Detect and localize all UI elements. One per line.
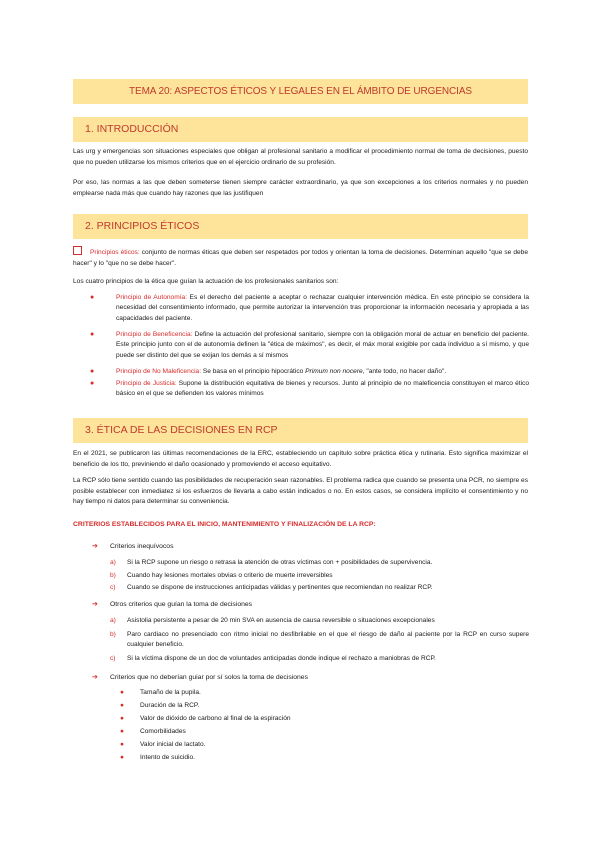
item-letter: c) <box>110 655 116 662</box>
bullet-icon: ● <box>120 728 124 735</box>
item-text: Asistolia persistente a pesar de 20 min SVA en ausencia de causa reversible o situaciones excepcionales <box>127 617 435 624</box>
principio-item <box>92 293 529 324</box>
criterio-item <box>110 571 529 581</box>
list-item-text: Valor inicial de lactato. <box>140 741 206 748</box>
criterios-group-title <box>92 600 252 610</box>
principios-intro-line: Los cuatro principios de la ética que guían la actuación de los profesionales sanitarios son: <box>73 278 339 285</box>
criterio-item <box>110 583 529 593</box>
list-item-text: Intento de suicidio. <box>140 754 195 761</box>
criterio-item <box>110 630 529 651</box>
item-text: Cuando se dispone de instrucciones anticipadas válidas y pertinentes que recomiendan no realizar RCP. <box>127 584 433 591</box>
item-letter: c) <box>110 584 116 591</box>
principio-label: Principio de No Maleficencia: <box>116 368 202 375</box>
list-item-text: Comorbilidades <box>140 728 186 735</box>
checkbox-icon <box>73 246 82 255</box>
item-letter: a) <box>110 617 116 624</box>
list-item <box>120 753 195 763</box>
item-text: Si la víctima dispone de un doc de voluntades anticipadas donde indique el rechazo a maniobras de RCP. <box>127 655 436 662</box>
arrow-right-icon: ➔ <box>92 601 98 608</box>
criterios-heading: CRITERIOS ESTABLECIDOS PARA EL INICIO, MANTENIMIENTO Y FINALIZACIÓN DE LA RCP: <box>73 521 376 528</box>
principio-italic: Primum non nocere <box>305 368 363 375</box>
list-item <box>120 740 205 750</box>
principio-item <box>92 367 529 377</box>
group-title-text: Criterios inequívocos <box>110 543 174 550</box>
bullet-icon: ● <box>120 754 124 761</box>
list-item-text: Valor de dióxido de carbono al final de la espiración <box>140 715 291 722</box>
rcp-paragraph-2: La RCP sólo tiene sentido cuando las posibilidades de recuperación sean razonables. El problema radica que cuando se presenta una PCR, no siempre es posible establecer con inmediatez si los esfuerzos de llevarla a cabo están indicados o no. En estos casos, se considera implícito el consentimiento y no hay tiempo ni datos para determinar su conveniencia. <box>73 477 528 506</box>
group-title-text: Otros criterios que guían la toma de decisiones <box>110 601 253 608</box>
criterios-group-title <box>92 673 308 683</box>
item-letter: a) <box>110 559 116 566</box>
group-title-text: Criterios que no deberían guiar por sí solos la toma de decisiones <box>110 674 308 681</box>
principio-label: Principio de Beneficencia: <box>116 331 193 338</box>
list-item <box>120 701 199 711</box>
arrow-right-icon: ➔ <box>92 543 98 550</box>
criterio-item <box>110 558 529 568</box>
principios-lead-text: conjunto de normas éticas que deben ser respetados por todos y orientan la toma de decisiones. Determinan aquello "que se debe hacer" y lo "que no se debe hacer". <box>73 249 528 267</box>
section-heading-rcp: 3. ÉTICA DE LAS DECISIONES EN RCP <box>73 418 528 443</box>
arrow-right-icon: ➔ <box>92 674 98 681</box>
bullet-icon: ● <box>120 702 124 709</box>
bullet-icon: ● <box>120 689 124 696</box>
bullet-icon: ● <box>90 331 95 338</box>
list-item <box>120 714 291 724</box>
list-item-text: Duración de la RCP. <box>140 702 200 709</box>
bullet-icon: ● <box>120 741 124 748</box>
item-text: Cuando hay lesiones mortales obvias o criterio de muerte irreversibles <box>127 572 333 579</box>
principios-lead-label: Principios éticos: <box>90 249 140 256</box>
principio-item <box>92 379 529 400</box>
list-item <box>120 688 201 698</box>
principio-text-2: , "ante todo, no hacer daño". <box>362 368 447 375</box>
principio-text: Es el derecho del paciente a aceptar o rechazar cualquier intervención médica. En este principio se considera la necesidad del consentimiento informado, que permite autorizar la intervención tras proporcionar la información necesaria y apropiada a las capacidades del paciente. <box>116 294 529 322</box>
intro-paragraph-1: Las urg y emergencias son situaciones especiales que obligan al profesional sanitario a modificar el procedimiento normal de toma de decisiones, puesto que no pueden utilizarse los mismos criterios que en el ejercicio ordinario de su profesión. <box>73 148 528 166</box>
bullet-icon: ● <box>90 294 95 301</box>
section-heading-introduccion: 1. INTRODUCCIÓN <box>73 117 528 142</box>
item-text: Paro cardiaco no presenciado con ritmo inicial no desfibrilable en el que el riesgo de daño al paciente por la RCP en curso supere cualquier beneficio. <box>127 631 529 649</box>
criterio-item <box>110 616 529 626</box>
list-item <box>120 727 186 737</box>
item-letter: b) <box>110 572 116 579</box>
bullet-icon: ● <box>90 380 95 387</box>
bullet-icon: ● <box>120 715 124 722</box>
principio-label: Principio de Autonomía: <box>116 294 188 301</box>
principios-lead <box>73 246 528 269</box>
list-item-text: Tamaño de la pupila. <box>140 689 201 696</box>
principio-text: Se basa en el principio hipocrático <box>201 368 306 375</box>
principio-text: Define la actuación del profesional sanitario, siempre con la obligación moral de actuar en beneficio del paciente. Este principio junto con el de autonomía definen la "ética de máximos", es decir, el máx moral exigible por cada individuo a sí mismo, y que puede ser distinto del que se exijan los demás a sí mismos <box>116 331 529 359</box>
document-title: TEMA 20: ASPECTOS ÉTICOS Y LEGALES EN EL ÁMBITO DE URGENCIAS <box>73 79 528 104</box>
rcp-paragraph-1: En el 2021, se publicaron las últimas recomendaciones de la ERC, estableciendo un capítulo sobre práctica ética y rutinaria. Esto significa maximizar el beneficio de los tto, previniendo el daño ocasionado y promoviendo el acceso equitativo. <box>73 450 528 468</box>
principio-item <box>92 330 529 361</box>
criterios-group-title <box>92 542 173 552</box>
bullet-icon: ● <box>90 368 95 375</box>
item-letter: b) <box>110 631 116 638</box>
section-heading-principios: 2. PRINCIPIOS ÉTICOS <box>73 214 528 239</box>
principio-label: Principio de Justicia: <box>116 380 177 387</box>
principio-text: Supone la distribución equitativa de bienes y recursos. Junto al principio de no maleficencia constituyen el marco ético básico en el que se defienden los valores mínimos <box>116 380 530 398</box>
criterio-item <box>110 654 529 664</box>
intro-paragraph-2: Por eso, las normas a las que deben someterse tienen siempre carácter extraordinario, ya que son excepciones a los criterios normales y no pueden emplearse nada más que cuando hay razones que las justifiquen <box>73 179 528 197</box>
item-text: Si la RCP supone un riesgo o retrasa la atención de otras víctimas con + posibilidades de supervivencia. <box>127 559 433 566</box>
